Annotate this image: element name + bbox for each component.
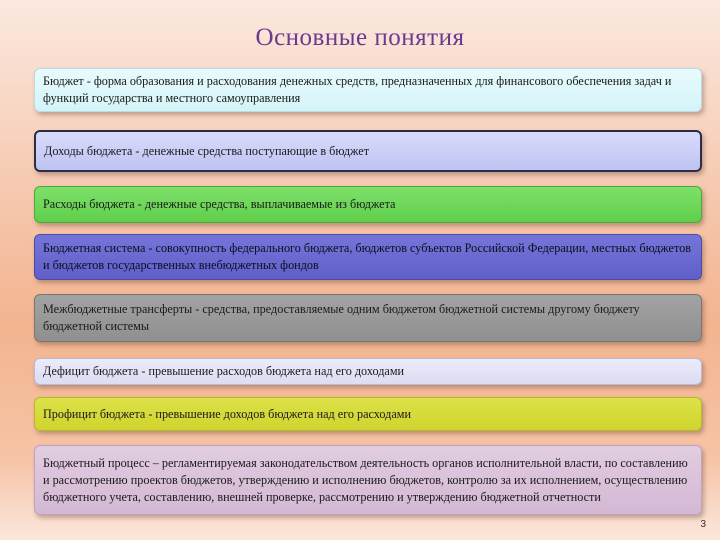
definition-budget-expenditure bbox=[34, 186, 702, 223]
definition-budget-process bbox=[34, 445, 702, 515]
definition-text: Бюджетная система - совокупность федерального бюджета, бюджетов субъектов Российской Федерации, местных бюджетов и бюджетов государственных внебюджетных фондов bbox=[43, 241, 691, 272]
definition-budget-system bbox=[34, 234, 702, 280]
definition-text: Профицит бюджета - превышение доходов бюджета над его расходами bbox=[43, 406, 412, 421]
definition-text: Расходы бюджета - денежные средства, выплачиваемые из бюджета bbox=[43, 197, 396, 211]
page-number: 3 bbox=[700, 519, 706, 530]
definition-text: Межбюджетные трансферты - средства, предоставляемые одним бюджетом бюджетной системы другому бюджету бюджетной системы bbox=[43, 302, 640, 333]
definition-text: Бюджетный процесс – регламентируемая законодательством деятельность органов исполнительной власти, по составлению и рассмотрению проектов бюджетов, утверждению и исполнению бюджетов, контролю за их исполнением, осуществлению бюджетного учета, составлению, внешней проверке, рассмотрению и утверждению бюджетной отчетности bbox=[43, 455, 688, 504]
definition-budget-deficit bbox=[34, 358, 702, 385]
definition-text: Доходы бюджета - денежные средства поступающие в бюджет bbox=[44, 143, 370, 158]
definition-interbudget-transfers bbox=[34, 294, 702, 342]
definition-budget bbox=[34, 68, 702, 112]
definition-budget-revenue bbox=[34, 130, 702, 172]
page-title: Основные понятия bbox=[255, 24, 465, 51]
definition-text: Дефицит бюджета - превышение расходов бюджета над его доходами bbox=[43, 364, 405, 378]
definition-budget-surplus bbox=[34, 397, 702, 431]
definition-text: Бюджет - форма образования и расходования денежных средств, предназначенных для финансового обеспечения задач и функций государства и местного самоуправления bbox=[43, 74, 672, 105]
